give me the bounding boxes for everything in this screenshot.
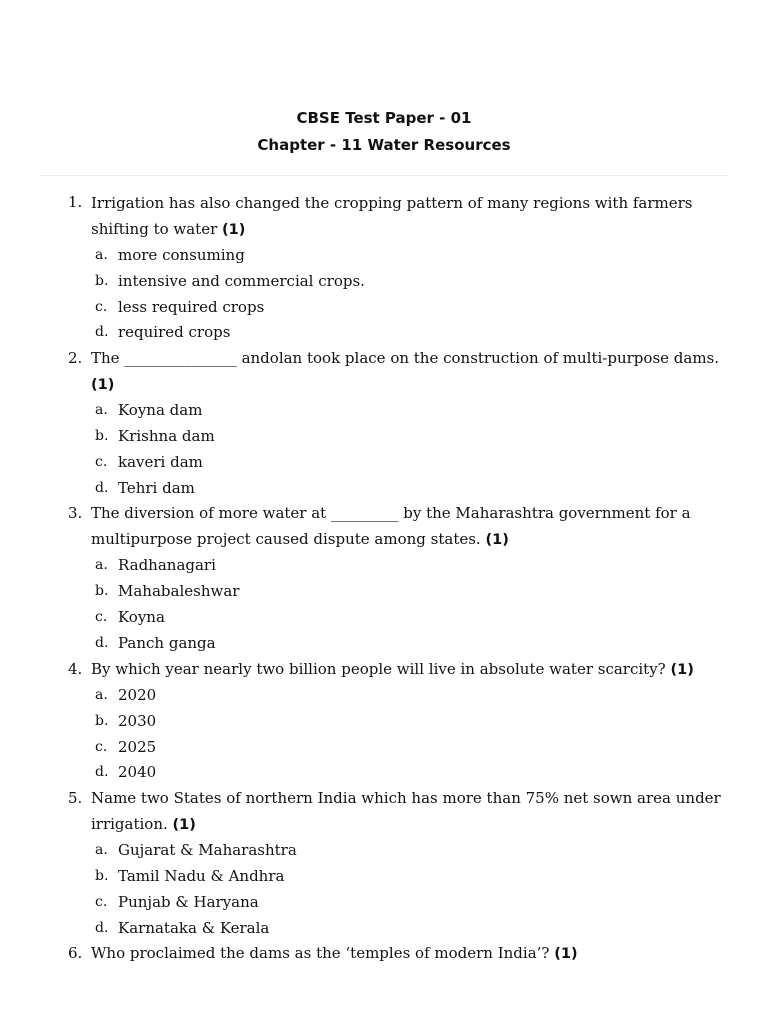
option-letter: d. <box>95 919 109 936</box>
option-text: Punjab & Haryana <box>118 892 259 911</box>
option-a <box>0 553 768 579</box>
option-letter: a. <box>95 402 108 419</box>
option-c <box>0 890 768 916</box>
option-text: 2030 <box>118 711 157 730</box>
option-letter: a. <box>95 557 108 574</box>
option-d <box>0 760 768 786</box>
question-marks: (1) <box>670 661 694 678</box>
option-letter: a. <box>95 687 108 704</box>
option-d <box>0 916 768 942</box>
option-letter: c. <box>95 608 108 625</box>
option-text: intensive and commercial crops. <box>118 271 365 290</box>
option-text: Panch ganga <box>118 633 216 652</box>
option-letter: b. <box>95 427 109 444</box>
option-letter: b. <box>95 712 109 729</box>
option-letter: a. <box>95 842 108 859</box>
option-text: 2020 <box>118 686 157 705</box>
option-text: required crops <box>118 323 231 342</box>
question-number: 4. <box>68 659 83 678</box>
option-c <box>0 605 768 631</box>
question-marks: (1) <box>485 531 509 548</box>
question-marks: (1) <box>91 376 115 393</box>
question-1 <box>0 190 768 243</box>
option-a <box>0 398 768 424</box>
question-text: The _______________ andolan took place on the construction of multi-purpose dams. <box>91 349 720 368</box>
option-a <box>0 243 768 269</box>
option-b <box>0 269 768 295</box>
option-b <box>0 579 768 605</box>
option-letter: d. <box>95 764 109 781</box>
option-letter: b. <box>95 868 109 885</box>
option-letter: c. <box>95 298 108 315</box>
question-list <box>0 190 768 968</box>
option-c <box>0 735 768 761</box>
question-text: The diversion of more water at _________ by the Maharashtra government for a multipurpose project caused dispute among states. <box>91 504 691 548</box>
option-text: Karnataka & Kerala <box>118 918 270 937</box>
question-marks: (1) <box>172 816 196 833</box>
option-text: Koyna dam <box>118 401 203 420</box>
option-text: Gujarat & Maharashtra <box>118 841 297 860</box>
option-d <box>0 631 768 657</box>
option-a <box>0 838 768 864</box>
option-text: Radhanagari <box>118 556 216 575</box>
option-text: less required crops <box>118 297 265 316</box>
option-letter: b. <box>95 272 109 289</box>
question-text: Who proclaimed the dams as the ‘temples of modern India’? <box>91 944 550 963</box>
question-6 <box>0 941 768 968</box>
option-d <box>0 320 768 346</box>
option-text: Tamil Nadu & Andhra <box>118 867 285 886</box>
question-3 <box>0 501 768 553</box>
chapter-title: Chapter - 11 Water Resources <box>257 136 511 154</box>
question-text: Irrigation has also changed the cropping pattern of many regions with farmers shifting to water <box>91 194 693 238</box>
option-text: Tehri dam <box>118 478 195 497</box>
option-letter: c. <box>95 893 108 910</box>
option-a <box>0 683 768 709</box>
option-text: Mahabaleshwar <box>118 582 240 601</box>
document-header <box>0 106 768 160</box>
question-text: By which year nearly two billion people will live in absolute water scarcity? <box>91 659 666 678</box>
question-marks: (1) <box>554 946 578 963</box>
header-divider <box>40 175 728 176</box>
option-text: 2025 <box>118 737 157 756</box>
option-text: Koyna <box>118 607 165 626</box>
question-number: 3. <box>68 504 83 523</box>
question-number: 5. <box>68 789 83 808</box>
question-number: 6. <box>68 944 83 963</box>
option-letter: d. <box>95 479 109 496</box>
option-d <box>0 476 768 502</box>
document-title: CBSE Test Paper - 01 <box>296 109 472 127</box>
option-letter: a. <box>95 247 108 263</box>
option-letter: c. <box>95 738 108 755</box>
option-text: 2040 <box>118 763 157 782</box>
question-marks: (1) <box>222 221 246 238</box>
option-c <box>0 295 768 321</box>
option-b <box>0 864 768 890</box>
question-5 <box>0 786 768 838</box>
option-letter: c. <box>95 453 108 470</box>
option-c <box>0 450 768 476</box>
option-text: more consuming <box>118 246 245 264</box>
question-4 <box>0 657 768 684</box>
question-2 <box>0 346 768 398</box>
question-text: Name two States of northern India which has more than 75% net sown area under irrigation. <box>91 789 721 833</box>
option-letter: b. <box>95 583 109 600</box>
option-letter: d. <box>95 324 109 341</box>
option-letter: d. <box>95 634 109 651</box>
option-b <box>0 709 768 735</box>
option-b <box>0 424 768 450</box>
question-number: 2. <box>68 349 83 368</box>
question-number: 1. <box>68 193 83 211</box>
option-text: kaveri dam <box>118 452 203 471</box>
option-text: Krishna dam <box>118 426 215 445</box>
